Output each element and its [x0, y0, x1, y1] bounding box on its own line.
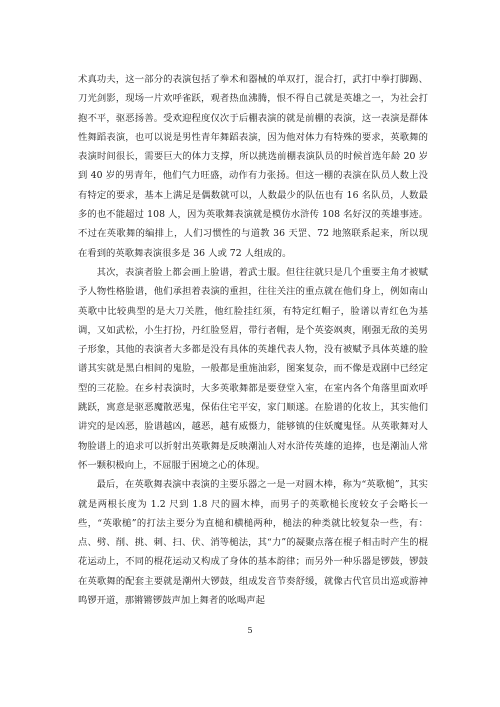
paragraph-2: 其次，表演者脸上都会画上脸谱，着武士服。但往往就只是几个重要主角才被赋予人物性格脸谱，他们承担着表演的重担，往往关注的重点就在他们身上，例如南山英歌中比较典型的是大刀关胜，他红脸挂红须，有特定红帽子，脸谱以青红色为基调，又如武松，小生打扮，丹红脸竖眉，带行者帽，是个英姿飒爽，刚强无敌的美男子形象，其他的表演者大多都是没有具体的英雄代表人物，没有被赋予具体英雄的脸谱其实就是黑白相间的鬼脸，一般都是重施油彩，图案复杂，而不像是戏剧中已经定型的三花脸。在乡村表演时，大多英歌舞都是要登堂入室，在室内各个角落里面欢呼跳跃，寓意是驱恶魔散恶鬼，保佑住宅平安，家门顺遂。在脸谱的化妆上，其实他们讲究的是凶恶，脸谱越凶，越恶，越有威慑力，能够镇的住妖魔鬼怪。从英歌舞对人物脸谱上的追求可以折射出英歌舞是反映潮汕人对水浒传英雄的追捧，也是潮汕人常怀一颗积极向上，不屈服于困境之心的体现。	[78, 266, 428, 471]
page-number: 5	[247, 626, 253, 635]
paragraph-1: 术真功夫，这一部分的表演包括了拳术和器械的单双打，混合打，武打中拳打脚踢、刀光剑影，现场一片欢呼雀跃，观者热血沸腾，恨不得自己就是英雄之一，为社会打抱不平，驱恶扬善。受欢迎程度仅次于后棚表演的就是前棚的表演，这一表演是群体性舞蹈表演，也可以说是男性青年舞蹈表演，因为他对体力有特殊的要求，英歌舞的表演时间很长，需要巨大的体力支撑，所以挑选前棚表演队员的时候首选年龄 20 岁到 40 岁的男青年，他们气力旺盛，动作有力张扬。但这一棚的表演在队员人数上没有特定的要求，基本上满足是偶数就可以，人数最少的队伍也有 16 名队员，人数最多的也不能超过 108 人，因为英歌舞表演就是模仿水浒传 108 名好汉的英雄事迹。不过在英歌舞的编排上，人们习惯性的与道教 36 天罡、72 地煞联系起来，所以现在看到的英歌舞表演很多是 36 人或 72 人组成的。	[78, 74, 428, 259]
body-text	[78, 70, 428, 610]
paragraph-3: 最后，在英歌舞表演中表演的主要乐器之一是一对圆木棒，称为“英歌槌”，其实就是两根长度为 1.2 尺到 1.8 尺的圆木棒，而男子的英歌槌长度较女子会略长一些，“英歌槌”的打法主要分为直槌和横槌两种，槌法的种类就比较复杂一些，有：点、劈、削、挑、刺、扫、伏、消等槌法，其“力”的凝聚点落在棍子相击时产生的棍花运动上，不同的棍花运动又构成了身体的基本韵律；而另外一种乐器是锣鼓，锣鼓在英歌舞的配套主要就是潮州大锣鼓，组成发音节奏舒缓，就像古代官员出巡或游神鸣锣开道，那锵锵锣鼓声加上舞者的吆喝声起	[78, 479, 428, 607]
